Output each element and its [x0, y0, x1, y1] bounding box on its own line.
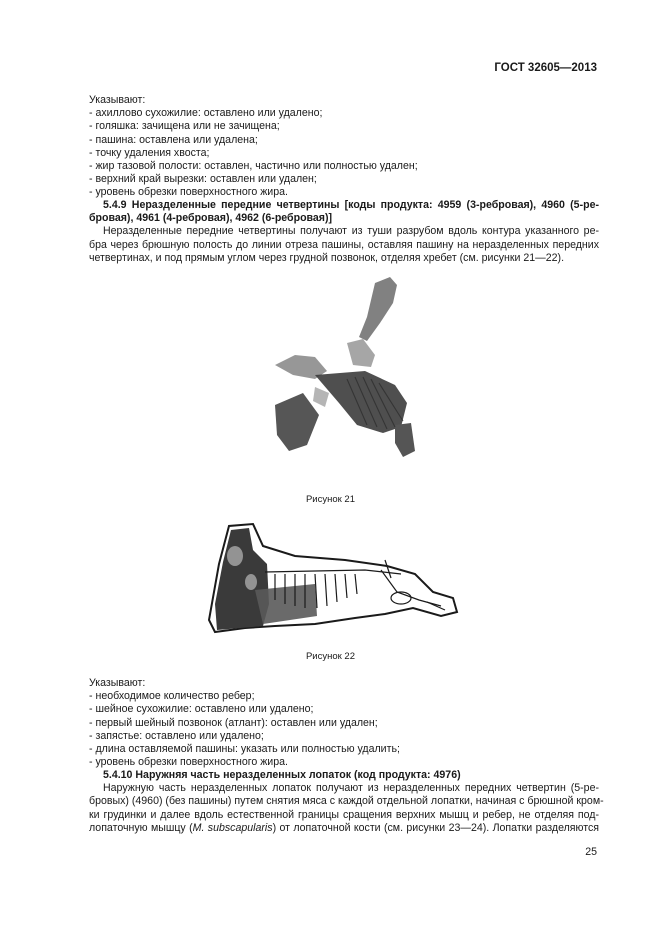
paragraph-line: бра через брюшную полость до линии отреза пашины, оставляя пашину на неразделенных передних: [89, 238, 599, 251]
list-item: - верхний край вырезки: оставлен или удален;: [89, 173, 317, 186]
text-fragment: ) от лопаточной кости (см. рисунки 23—24). Лопатки разделяются: [272, 821, 600, 834]
list-item: - ахиллово сухожилие: оставлено или удалено;: [89, 107, 323, 120]
figure-22-caption: Рисунок 22: [305, 651, 356, 662]
list-item: - первый шейный позвонок (атлант): оставлен или удален;: [89, 716, 378, 729]
section-5-4-9: [89, 199, 599, 265]
paragraph-line: ки грудинки и далее вдоль естественной границы сращения верхних мышц и ребер, не отделяя под-: [89, 808, 599, 821]
list-item: - голяшка: зачищена или не зачищена;: [89, 120, 280, 133]
list-item: - жир тазовой полости: оставлен, частично или полностью удален;: [89, 160, 418, 173]
section-heading: бровая), 4961 (4-ребровая), 4962 (6-ребровая)]: [89, 212, 333, 225]
figure-21-caption: Рисунок 21: [305, 494, 356, 505]
figure-21-illustration: [255, 275, 425, 465]
figure-22-illustration: [205, 520, 460, 640]
list-item: - уровень обрезки поверхностного жира.: [89, 186, 288, 199]
top-list-block: [89, 94, 599, 200]
list-item: - шейное сухожилие: оставлено или удалено;: [89, 703, 314, 716]
document-header: ГОСТ 32605—2013: [494, 62, 597, 74]
list-item: - длина оставляемой пашины: указать или полностью удалить;: [89, 743, 400, 756]
page-number: 25: [585, 846, 597, 858]
paragraph-line: [89, 822, 599, 835]
section-heading: 5.4.10 Наружняя часть неразделенных лопаток (код продукта: 4976): [103, 769, 461, 781]
latin-term: M. subscapularis: [192, 821, 273, 834]
section-5-4-10: [89, 769, 604, 835]
bottom-list-block: [89, 677, 599, 769]
list-intro: Указывают:: [89, 677, 146, 689]
paragraph-line: бровых) (4960) (без пашины) путем снятия мяса с каждой отдельной лопатки, начиная с брюшной кром-: [89, 795, 604, 808]
list-item: - необходимое количество ребер;: [89, 690, 255, 703]
list-item: - пашина: оставлена или удалена;: [89, 133, 258, 146]
list-intro: Указывают:: [89, 94, 146, 106]
paragraph-line: Наружную часть неразделенных лопаток получают из неразделенных передних четвертин (5-ре-: [103, 782, 599, 795]
text-fragment: лопаточную мышцу (: [89, 821, 193, 834]
list-item: - запястье: оставлено или удалено;: [89, 729, 264, 742]
paragraph-line: четвертинах, и под прямым углом через грудной позвонок, отделяя хребет (см. рисунки 21—22).: [89, 251, 565, 264]
list-item: - уровень обрезки поверхностного жира.: [89, 756, 288, 769]
paragraph-line: Неразделенные передние четвертины получают из туши разрубом вдоль контура указанного ре-: [103, 225, 599, 238]
list-item: - точку удаления хвоста;: [89, 146, 210, 159]
section-heading: 5.4.9 Неразделенные передние четвертины [коды продукта: 4959 (3-ребровая), 4960 (5-ре-: [103, 199, 599, 211]
